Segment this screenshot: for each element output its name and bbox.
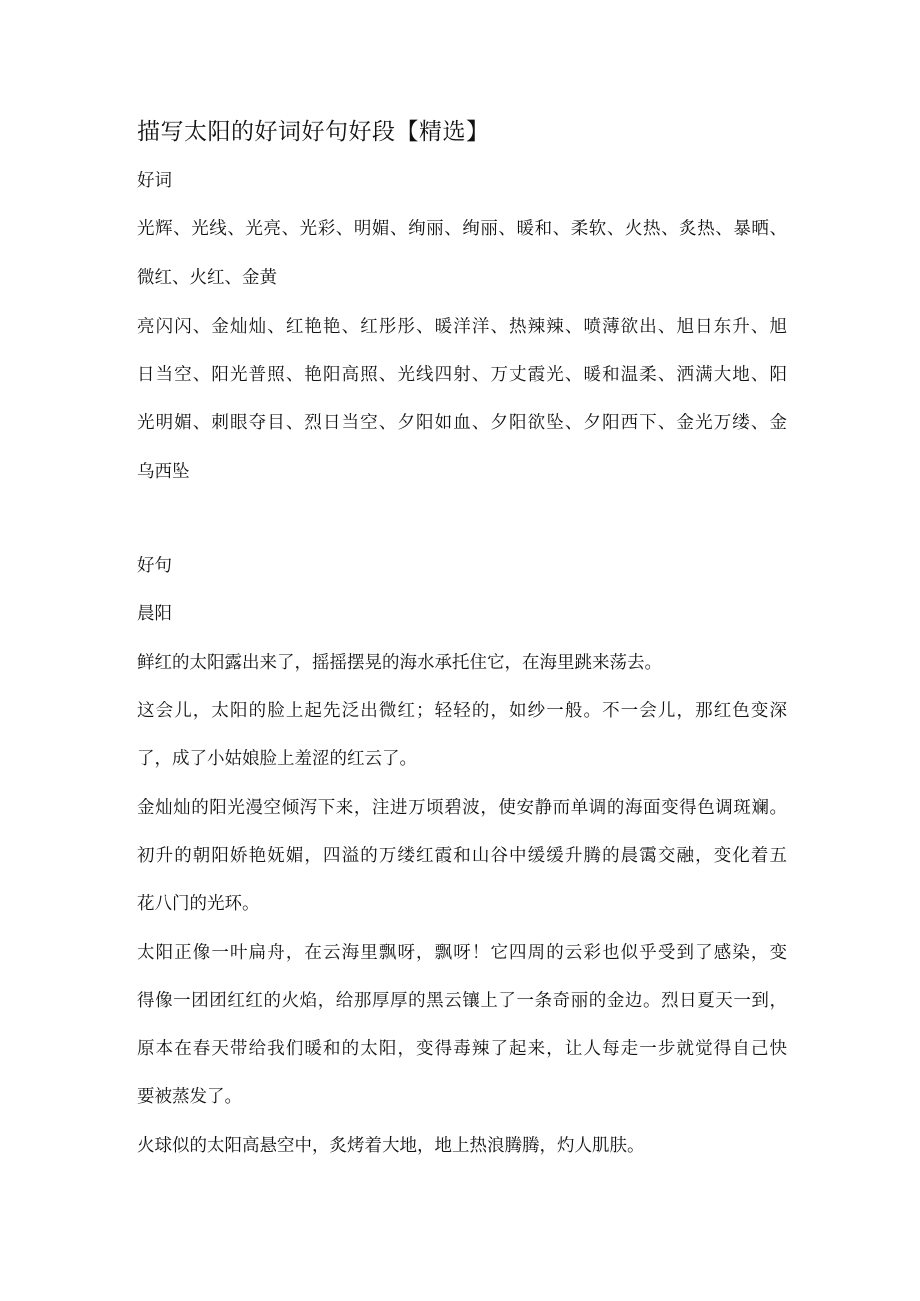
subheading-morning-sun: 晨阳 [137,604,172,624]
words-line: 光辉、光线、光亮、光彩、明媚、绚丽、绚丽、暖和、柔软、火热、炙热、暴晒、 [137,219,787,239]
sentence-line: 得像一团团红红的火焰，给那厚厚的黑云镶上了一条奇丽的金边。烈日夏天一到， [137,991,787,1011]
sentence-line: 初升的朝阳娇艳妩媚，四溢的万缕红霞和山谷中缓缓升腾的晨霭交融，变化着五 [137,846,787,866]
sentence-line: 鲜红的太阳露出来了，摇摇摆晃的海水承托住它，在海里跳来荡去。 [137,653,662,673]
sentence-line: 这会儿，太阳的脸上起先泛出微红；轻轻的，如纱一般。不一会儿，那红色变深 [137,701,787,721]
sentence-line: 太阳正像一叶扁舟，在云海里飘呀，飘呀！它四周的云彩也似乎受到了感染，变 [137,943,787,963]
words-line: 日当空、阳光普照、艳阳高照、光线四射、万丈霞光、暖和温柔、洒满大地、阳 [137,365,787,385]
words-line: 微红、火红、金黄 [137,268,277,288]
sentence-line: 花八门的光环。 [137,894,260,914]
sentence-line: 要被蒸发了。 [137,1087,242,1107]
sentence-line: 原本在春天带给我们暖和的太阳，变得毒辣了起来，让人每走一步就觉得自己快 [137,1039,787,1059]
words-line: 亮闪闪、金灿灿、红艳艳、红彤彤、暖洋洋、热辣辣、喷薄欲出、旭日东升、旭 [137,317,787,337]
section-heading-sentences: 好句 [137,556,172,576]
words-line: 乌西坠 [137,462,190,482]
sentence-line: 了，成了小姑娘脸上羞涩的红云了。 [137,749,417,769]
words-line: 光明媚、刺眼夺目、烈日当空、夕阳如血、夕阳欲坠、夕阳西下、金光万缕、金 [137,413,787,433]
sentence-line: 火球似的太阳高悬空中，炙烤着大地，地上热浪腾腾，灼人肌肤。 [137,1136,645,1156]
section-heading-words: 好词 [137,171,172,191]
document-title: 描写太阳的好词好句好段【精选】 [137,119,490,145]
sentence-line: 金灿灿的阳光漫空倾泻下来，注进万顷碧波，使安静而单调的海面变得色调斑斓。 [137,798,787,818]
